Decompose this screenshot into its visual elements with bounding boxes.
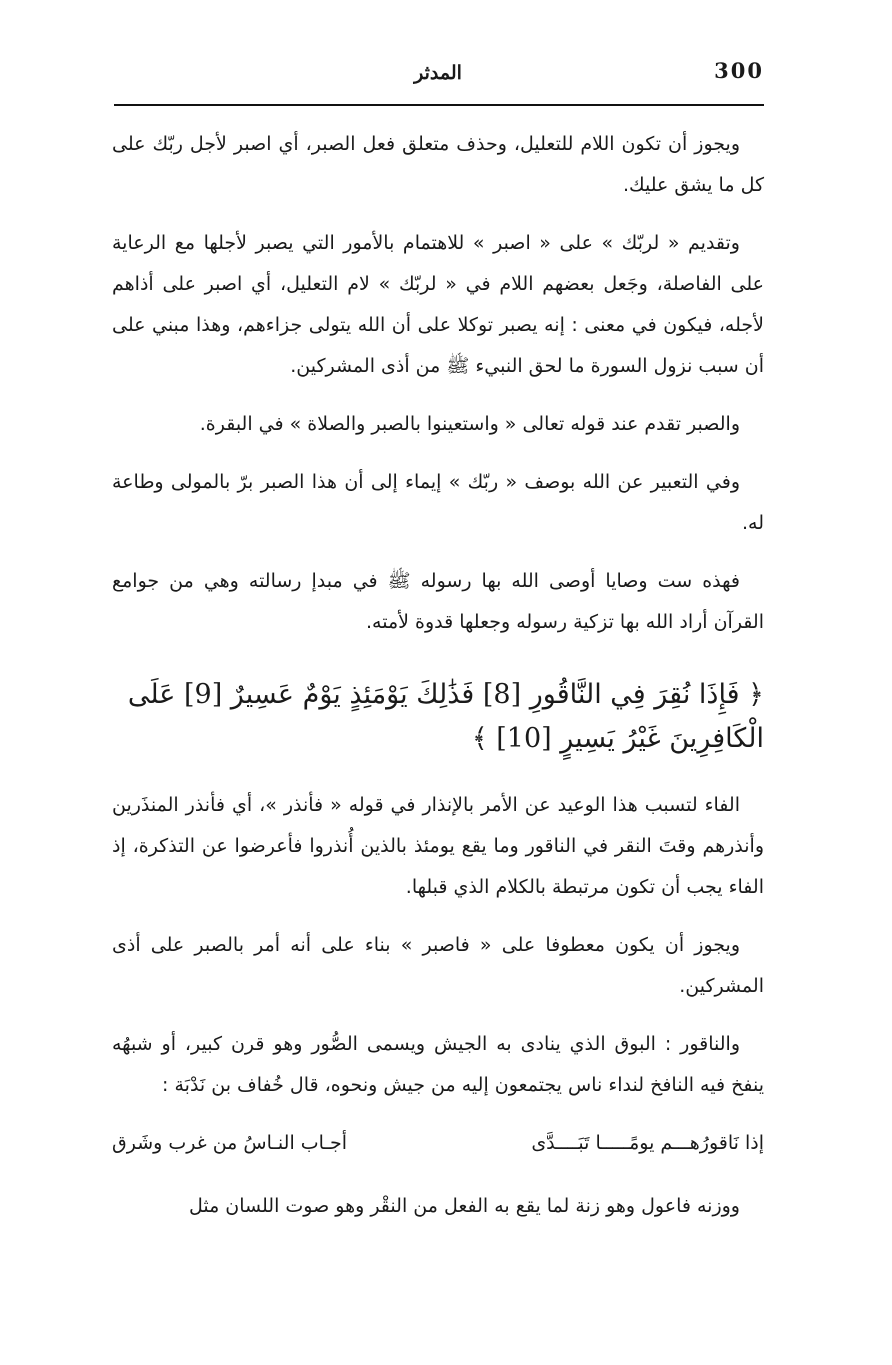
poem-first-hemistich: إذا نَاقورُهـــم يومًـــــا تَبَــــدَّى [531, 1132, 764, 1154]
page-number: 300 [714, 58, 764, 83]
body-text [112, 124, 764, 1244]
paragraph-maatuf: ويجوز أن يكون معطوفا على « فاصبر » بناء على أنه أمر بالصبر على أذى المشركين. [112, 934, 764, 997]
running-head [112, 58, 764, 88]
poem-second-hemistich: أجـاب النـاسُ من غرب وشَرق [112, 1132, 348, 1154]
paragraph-wazn: ووزنه فاعول وهو زنة لما يقع به الفعل من النقْر وهو صوت اللسان مثل [188, 1195, 740, 1217]
paragraph-fa-tasabbub: الفاء لتسبب هذا الوعيد عن الأمر بالإنذار في قوله « فأنذر »، أي فأنذر المنذَرين وأنذرهم وقتَ النقر في الناقور وما يقع يومئذ بالذين أُنذروا فأعرضوا عن التذكرة، إذ الفاء يجب أن تكون مرتبطة بالكلام الذي قبلها. [112, 794, 764, 898]
paragraph-lam-taalil: ويجوز أن تكون اللام للتعليل، وحذف متعلق فعل الصبر، أي اصبر لأجل ربّك على كل ما يشق عليك. [112, 133, 764, 196]
header-rule [114, 104, 764, 106]
poem-verse [112, 1123, 764, 1164]
paragraph-sabr: والصبر تقدم عند قوله تعالى « واستعينوا بالصبر والصلاة » في البقرة. [199, 413, 740, 435]
paragraph-wasaya: فهذه ست وصايا أوصى الله بها رسوله ﷺ في مبدإ رسالته وهي من جوامع القرآن أراد الله بها تزكية رسوله وجعلها قدوة لأمته. [112, 570, 764, 633]
paragraph-taabir: وفي التعبير عن الله بوصف « ربّك » إيماء إلى أن هذا الصبر برّ بالمولى وطاعة له. [112, 471, 764, 534]
quran-verse: ﴿ فَإِذَا نُقِرَ فِي النَّاقُورِ [8] فَذَٰلِكَ يَوْمَئِذٍ يَوْمٌ عَسِيرٌ [9] عَلَى الْكَافِرِينَ غَيْرُ يَسِيرٍ [10] ﴾ [127, 679, 764, 754]
chapter-title: المدثر [414, 62, 462, 84]
paragraph-taqdim: وتقديم « لربّك » على « اصبر » للاهتمام بالأمور التي يصبر لأجلها مع الرعاية على الفاصلة، وجَعل بعضهم اللام في « لربّك » لام التعليل، أي اصبر على أذاهم لأجله، فيكون في معنى : إنه يصبر توكلا على أن الله يتولى جزاءهم، وهذا مبني على أن سبب نزول السورة ما لحق النبيء ﷺ من أذى المشركين. [112, 232, 764, 377]
paragraph-naqur: والناقور : البوق الذي ينادى به الجيش ويسمى الصُّور وهو قرن كبير، أو شبهُه ينفخ فيه النافخ لنداء ناس يجتمعون إليه من جيش ونحوه، قال خُفاف بن نَدْبَة : [112, 1033, 764, 1096]
